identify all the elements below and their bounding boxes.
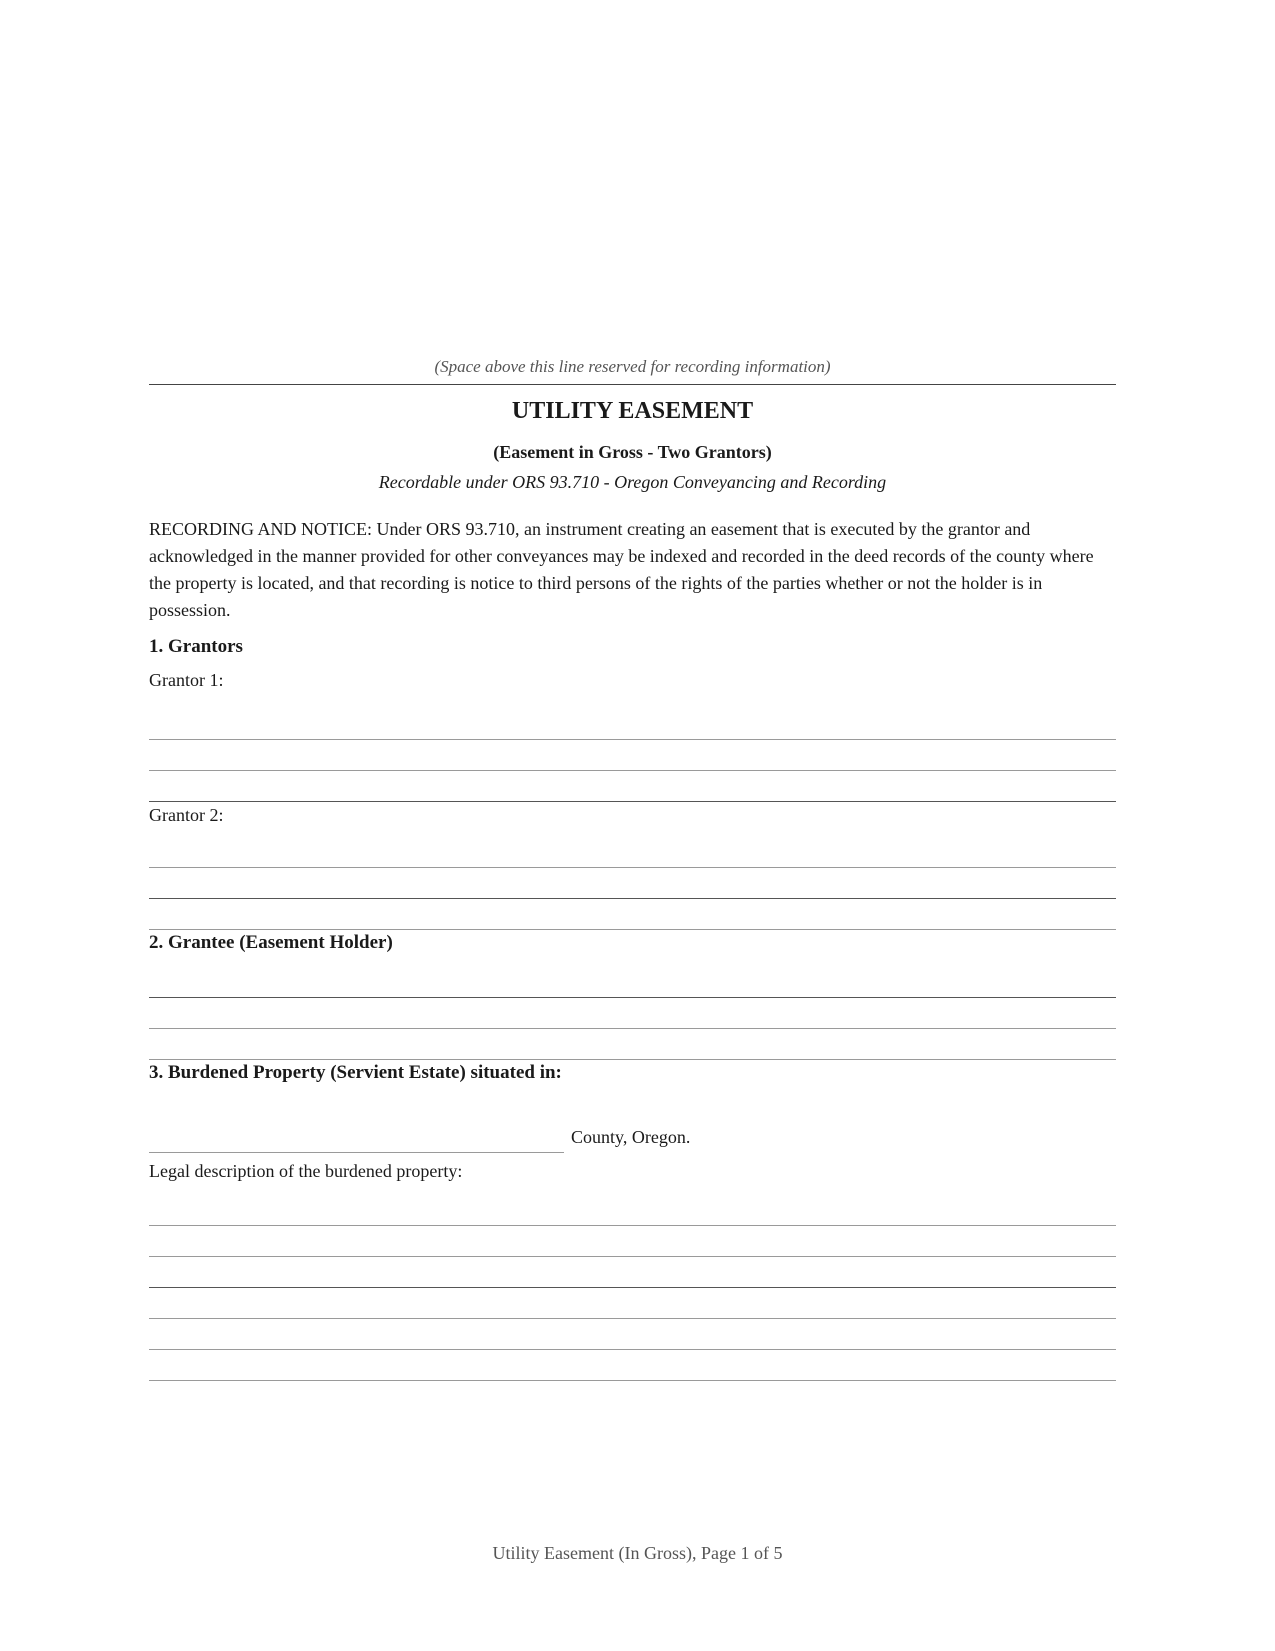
county-oregon-label: County, Oregon. (571, 1127, 691, 1147)
legal-description-line-4[interactable] (149, 1318, 1116, 1319)
grantor-2-line-1[interactable] (149, 867, 1116, 868)
legal-description-line-6[interactable] (149, 1380, 1116, 1381)
grantor-2-line-2[interactable] (149, 898, 1116, 899)
section-heading-grantee: 2. Grantee (Easement Holder) (149, 932, 393, 953)
recording-reserved-line (149, 384, 1116, 385)
grantee-line-2[interactable] (149, 1028, 1116, 1029)
grantee-line-3[interactable] (149, 1059, 1116, 1060)
statutory-authority: Recordable under ORS 93.710 - Oregon Conveyancing and Recording (378, 472, 887, 492)
grantor-2-line-3[interactable] (149, 929, 1116, 930)
grantor-2-label: Grantor 2: (149, 805, 224, 825)
legal-description-line-1[interactable] (149, 1225, 1116, 1226)
section-heading-burdened-property: 3. Burdened Property (Servient Estate) situated in: (149, 1062, 562, 1083)
section-heading-grantors: 1. Grantors (149, 636, 243, 657)
grantor-1-line-2[interactable] (149, 770, 1116, 771)
grantor-1-line-1[interactable] (149, 739, 1116, 740)
recording-notice-paragraph: RECORDING AND NOTICE: Under ORS 93.710, an instrument creating an easement that is executed by the grantor and acknowledged in the manner provided for other conveyances may be indexed and recorded in the deed records of the county where the property is located, and that recording is notice to third persons of the rights of the parties whether or not the holder is in possession. (149, 519, 1094, 620)
legal-description-line-2[interactable] (149, 1256, 1116, 1257)
grantee-line-1[interactable] (149, 997, 1116, 998)
document-title: UTILITY EASEMENT (511, 398, 754, 424)
recording-reserved-note: (Space above this line reserved for recording information) (434, 357, 831, 376)
document-subtitle: (Easement in Gross - Two Grantors) (493, 442, 772, 462)
grantor-1-label: Grantor 1: (149, 670, 224, 690)
page-footer: Utility Easement (In Gross), Page 1 of 5 (492, 1543, 783, 1563)
legal-description-line-3[interactable] (149, 1287, 1116, 1288)
legal-description-label: Legal description of the burdened property: (149, 1161, 463, 1181)
legal-description-line-5[interactable] (149, 1349, 1116, 1350)
county-name-line[interactable] (149, 1152, 564, 1153)
grantor-1-line-3[interactable] (149, 801, 1116, 802)
